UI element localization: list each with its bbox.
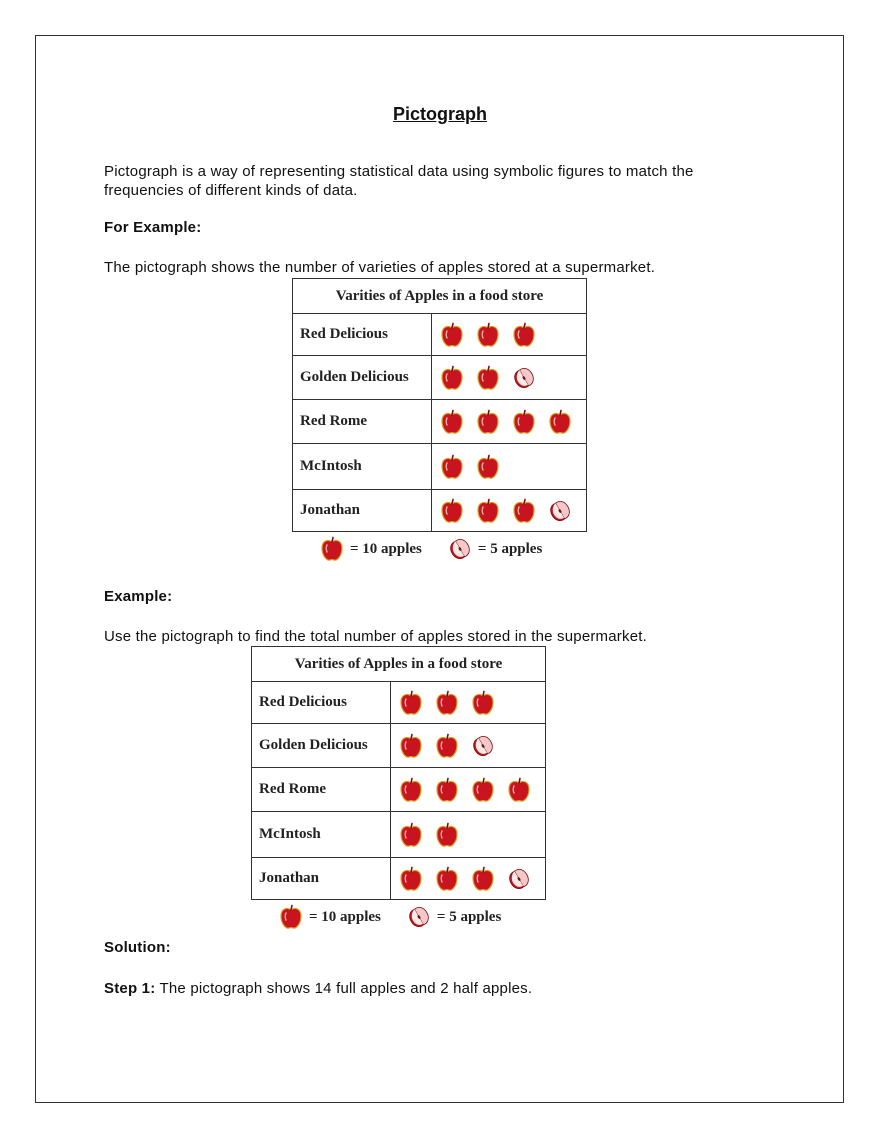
row-label: Red Delicious xyxy=(252,682,391,724)
whole-apple-icon xyxy=(435,866,459,892)
pictograph-legend xyxy=(251,904,546,930)
whole-apple-icon xyxy=(512,498,536,524)
legend-half-label: = 5 apples xyxy=(436,908,502,925)
solution-heading: Solution: xyxy=(104,939,171,956)
half-apple-icon xyxy=(448,536,472,562)
pictograph-table xyxy=(251,646,546,900)
whole-apple-icon xyxy=(440,365,464,391)
pictograph-figure-1 xyxy=(292,278,587,562)
pictograph-legend xyxy=(292,536,587,562)
apple-icons xyxy=(399,866,545,892)
whole-apple-icon xyxy=(440,498,464,524)
whole-apple-icon xyxy=(399,866,423,892)
whole-apple-icon xyxy=(548,409,572,435)
whole-apple-icon xyxy=(476,322,500,348)
whole-apple-icon xyxy=(471,690,495,716)
legend-half-label: = 5 apples xyxy=(477,540,543,557)
apple-icons xyxy=(440,322,586,348)
whole-apple-icon xyxy=(471,777,495,803)
whole-apple-icon xyxy=(435,777,459,803)
whole-apple-icon xyxy=(279,904,303,930)
apple-icons xyxy=(440,409,586,435)
half-apple-icon xyxy=(471,733,495,759)
apple-icons xyxy=(440,365,586,391)
whole-apple-icon xyxy=(399,777,423,803)
whole-apple-icon xyxy=(320,536,344,562)
whole-apple-icon xyxy=(440,409,464,435)
apple-icons xyxy=(440,498,586,524)
whole-apple-icon xyxy=(440,454,464,480)
whole-apple-icon xyxy=(476,498,500,524)
whole-apple-icon xyxy=(471,866,495,892)
legend-full-label: = 10 apples xyxy=(350,540,422,557)
step-1-text: The pictograph shows 14 full apples and 2 half apples. xyxy=(155,980,533,997)
row-label: Golden Delicious xyxy=(293,356,432,400)
intro-paragraph: Pictograph is a way of representing statistical data using symbolic figures to match the frequencies of different kinds of data. xyxy=(104,163,694,199)
pictograph-caption: Varities of Apples in a food store xyxy=(252,647,546,682)
half-apple-icon xyxy=(512,365,536,391)
apple-icons xyxy=(399,690,545,716)
whole-apple-icon xyxy=(512,409,536,435)
apple-icons xyxy=(399,822,545,848)
example-heading: Example: xyxy=(104,588,173,605)
step-1-label: Step 1: xyxy=(104,980,156,997)
whole-apple-icon xyxy=(476,409,500,435)
whole-apple-icon xyxy=(435,690,459,716)
pictograph-figure-2 xyxy=(251,646,546,930)
whole-apple-icon xyxy=(507,777,531,803)
page-title: Pictograph xyxy=(392,104,487,124)
half-apple-icon xyxy=(548,498,572,524)
whole-apple-icon xyxy=(399,733,423,759)
pictograph-table xyxy=(292,278,587,532)
row-label: Red Rome xyxy=(252,768,391,812)
apple-icons xyxy=(399,777,545,803)
row-label: Red Rome xyxy=(293,400,432,444)
step-1 xyxy=(104,979,532,998)
legend-full-label: = 10 apples xyxy=(309,908,381,925)
apple-icons xyxy=(440,454,586,480)
whole-apple-icon xyxy=(435,822,459,848)
half-apple-icon xyxy=(407,904,431,930)
half-apple-icon xyxy=(507,866,531,892)
row-label: Jonathan xyxy=(252,858,391,900)
row-label: Jonathan xyxy=(293,490,432,532)
for-example-heading: For Example: xyxy=(104,219,202,236)
row-label: McIntosh xyxy=(293,444,432,490)
row-label: Red Delicious xyxy=(293,314,432,356)
whole-apple-icon xyxy=(399,690,423,716)
row-label: Golden Delicious xyxy=(252,724,391,768)
whole-apple-icon xyxy=(476,454,500,480)
apple-icons xyxy=(399,733,545,759)
for-example-text: The pictograph shows the number of varieties of apples stored at a supermarket. xyxy=(104,259,656,276)
whole-apple-icon xyxy=(512,322,536,348)
whole-apple-icon xyxy=(476,365,500,391)
whole-apple-icon xyxy=(440,322,464,348)
example-text: Use the pictograph to find the total number of apples stored in the supermarket. xyxy=(104,628,647,645)
row-label: McIntosh xyxy=(252,812,391,858)
whole-apple-icon xyxy=(435,733,459,759)
pictograph-caption: Varities of Apples in a food store xyxy=(293,279,587,314)
whole-apple-icon xyxy=(399,822,423,848)
